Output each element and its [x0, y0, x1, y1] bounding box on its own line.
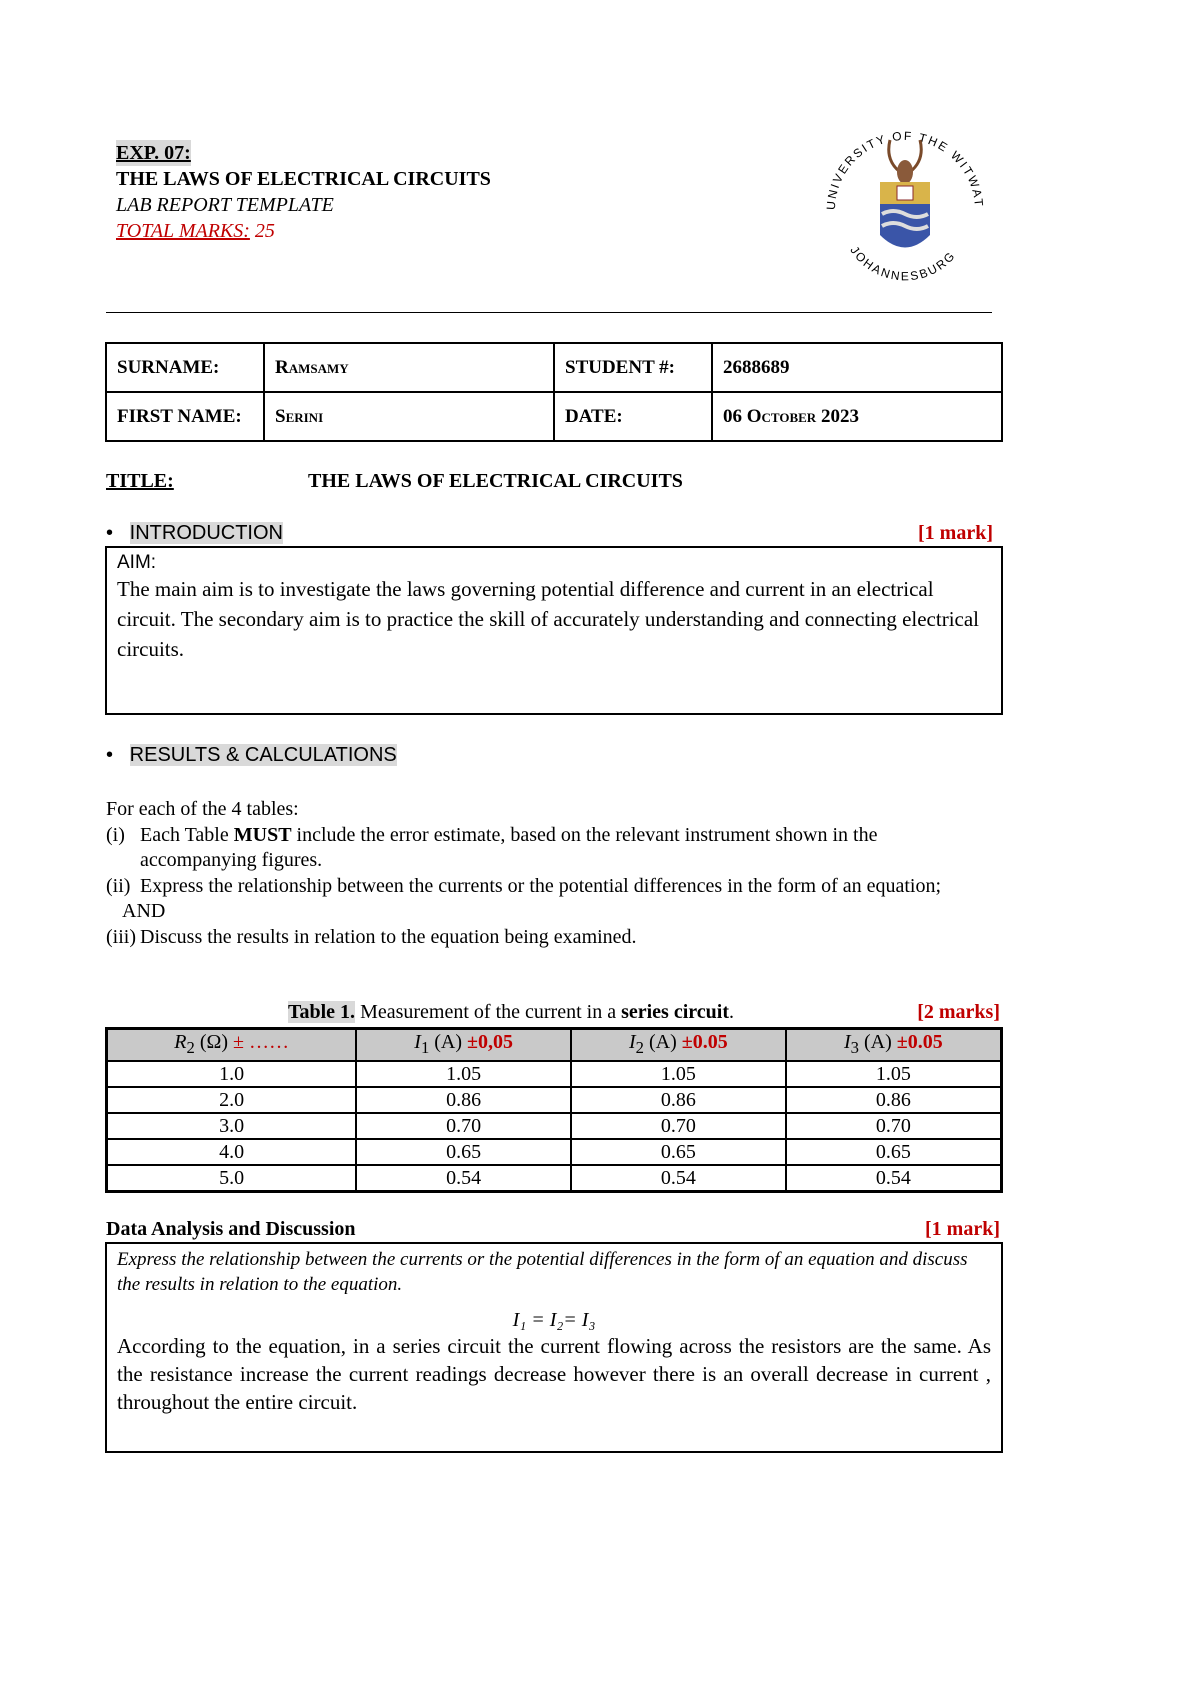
equation: I₁ = I₂= I₃ [512, 1309, 596, 1331]
table-row [107, 1165, 1002, 1192]
svg-text:UNIVERSITY OF THE WITWATERSRAN: UNIVERSITY OF THE WITWAT [823, 128, 987, 211]
title-label: TITLE: [106, 470, 174, 492]
intro-heading: • INTRODUCTION [106, 522, 283, 544]
student-number-value: 2688689 [712, 343, 1002, 392]
student-info-table: SURNAME: Ramsamy STUDENT #: 2688689 FIRST NAME: Serini DATE: 06 October 2023 [105, 342, 1003, 442]
analysis-marks: [1 mark] [925, 1218, 1000, 1240]
table-cell: 0.54 [786, 1165, 1002, 1192]
table-cell: 1.05 [356, 1061, 571, 1087]
table1-marks: [2 marks] [917, 1001, 1000, 1023]
table-cell: 5.0 [107, 1165, 357, 1192]
instructions: For each of the 4 tables: (i) Each Table MUST include the error estimate, based on the relevant instrument shown in the accompanying figures. (ii) Express the relationship between the currents or the potential differences in the form of an equation; AND (iii) Discuss the results in relation to the equation being examined. [106, 798, 942, 948]
table1-header: $I_2$ (A) ±0.05 [571, 1029, 786, 1062]
analysis-heading: Data Analysis and Discussion [106, 1218, 356, 1240]
table-cell: 4.0 [107, 1139, 357, 1165]
title-value: THE LAWS OF ELECTRICAL CIRCUITS [308, 470, 683, 492]
header [116, 140, 491, 244]
table-cell: 1.05 [571, 1061, 786, 1087]
first-name-value: Serini [264, 392, 554, 441]
table-row [107, 1061, 1002, 1087]
total-marks: TOTAL MARKS: 25 [116, 220, 275, 242]
table-cell: 0.70 [356, 1113, 571, 1139]
table-row [107, 1139, 1002, 1165]
aim-text: The main aim is to investigate the laws governing potential difference and current in an electrical circuit. The secondary aim is to practice the skill of accurately understanding and connecting electrical circuits. [117, 577, 980, 661]
table-cell: 1.05 [786, 1061, 1002, 1087]
table-cell: 0.54 [571, 1165, 786, 1192]
date-value: 06 October 2023 [712, 392, 1002, 441]
table-cell: 0.86 [356, 1087, 571, 1113]
doc-title: THE LAWS OF ELECTRICAL CIRCUITS [116, 168, 491, 190]
analysis-box [105, 1242, 1003, 1453]
intro-marks: [1 mark] [918, 522, 993, 544]
table1-header: $I_1$ (A) ±0,05 [356, 1029, 571, 1062]
doc-subtitle: LAB REPORT TEMPLATE [116, 194, 334, 216]
table-cell: 0.70 [786, 1113, 1002, 1139]
table-cell: 0.65 [786, 1139, 1002, 1165]
table1 [105, 1027, 1003, 1193]
table-cell: 2.0 [107, 1087, 357, 1113]
table-cell: 3.0 [107, 1113, 357, 1139]
table-cell: 0.65 [356, 1139, 571, 1165]
exp-number: EXP. 07: [116, 142, 191, 164]
svg-text:JOHANNESBURG: JOHANNESBURG [847, 243, 959, 284]
analysis-answer: According to the equation, in a series circuit the current flowing across the resistors are the same. As the resistance increase the current readings decrease however there is an overall decrease in current , throughout the entire circuit. [117, 1334, 991, 1414]
table-cell: 0.86 [786, 1087, 1002, 1113]
table1-header: $I_3$ (A) ±0.05 [786, 1029, 1002, 1062]
table-cell: 0.70 [571, 1113, 786, 1139]
table-row [107, 1113, 1002, 1139]
table-cell: 0.65 [571, 1139, 786, 1165]
table-cell: 0.54 [356, 1165, 571, 1192]
aim-box: AIM: The main aim is to investigate the laws governing potential difference and current in an electrical circuit. The secondary aim is to practice the skill of accurately understanding and connecting electrical circuits. [105, 546, 1003, 715]
header-divider [106, 312, 992, 313]
surname-value: Ramsamy [264, 343, 554, 392]
analysis-prompt: Express the relationship between the currents or the potential differences in the form of an equation and discuss the results in relation to the equation. [117, 1249, 968, 1295]
table1-header: $R_2$ (Ω) ± …… [107, 1029, 357, 1062]
table-cell: 0.86 [571, 1087, 786, 1113]
university-logo [815, 110, 995, 290]
table-cell: 1.0 [107, 1061, 357, 1087]
table1-caption: Table 1. Measurement of the current in a series circuit. [288, 1001, 734, 1023]
table-row [107, 1087, 1002, 1113]
results-heading: • RESULTS & CALCULATIONS [106, 744, 397, 766]
